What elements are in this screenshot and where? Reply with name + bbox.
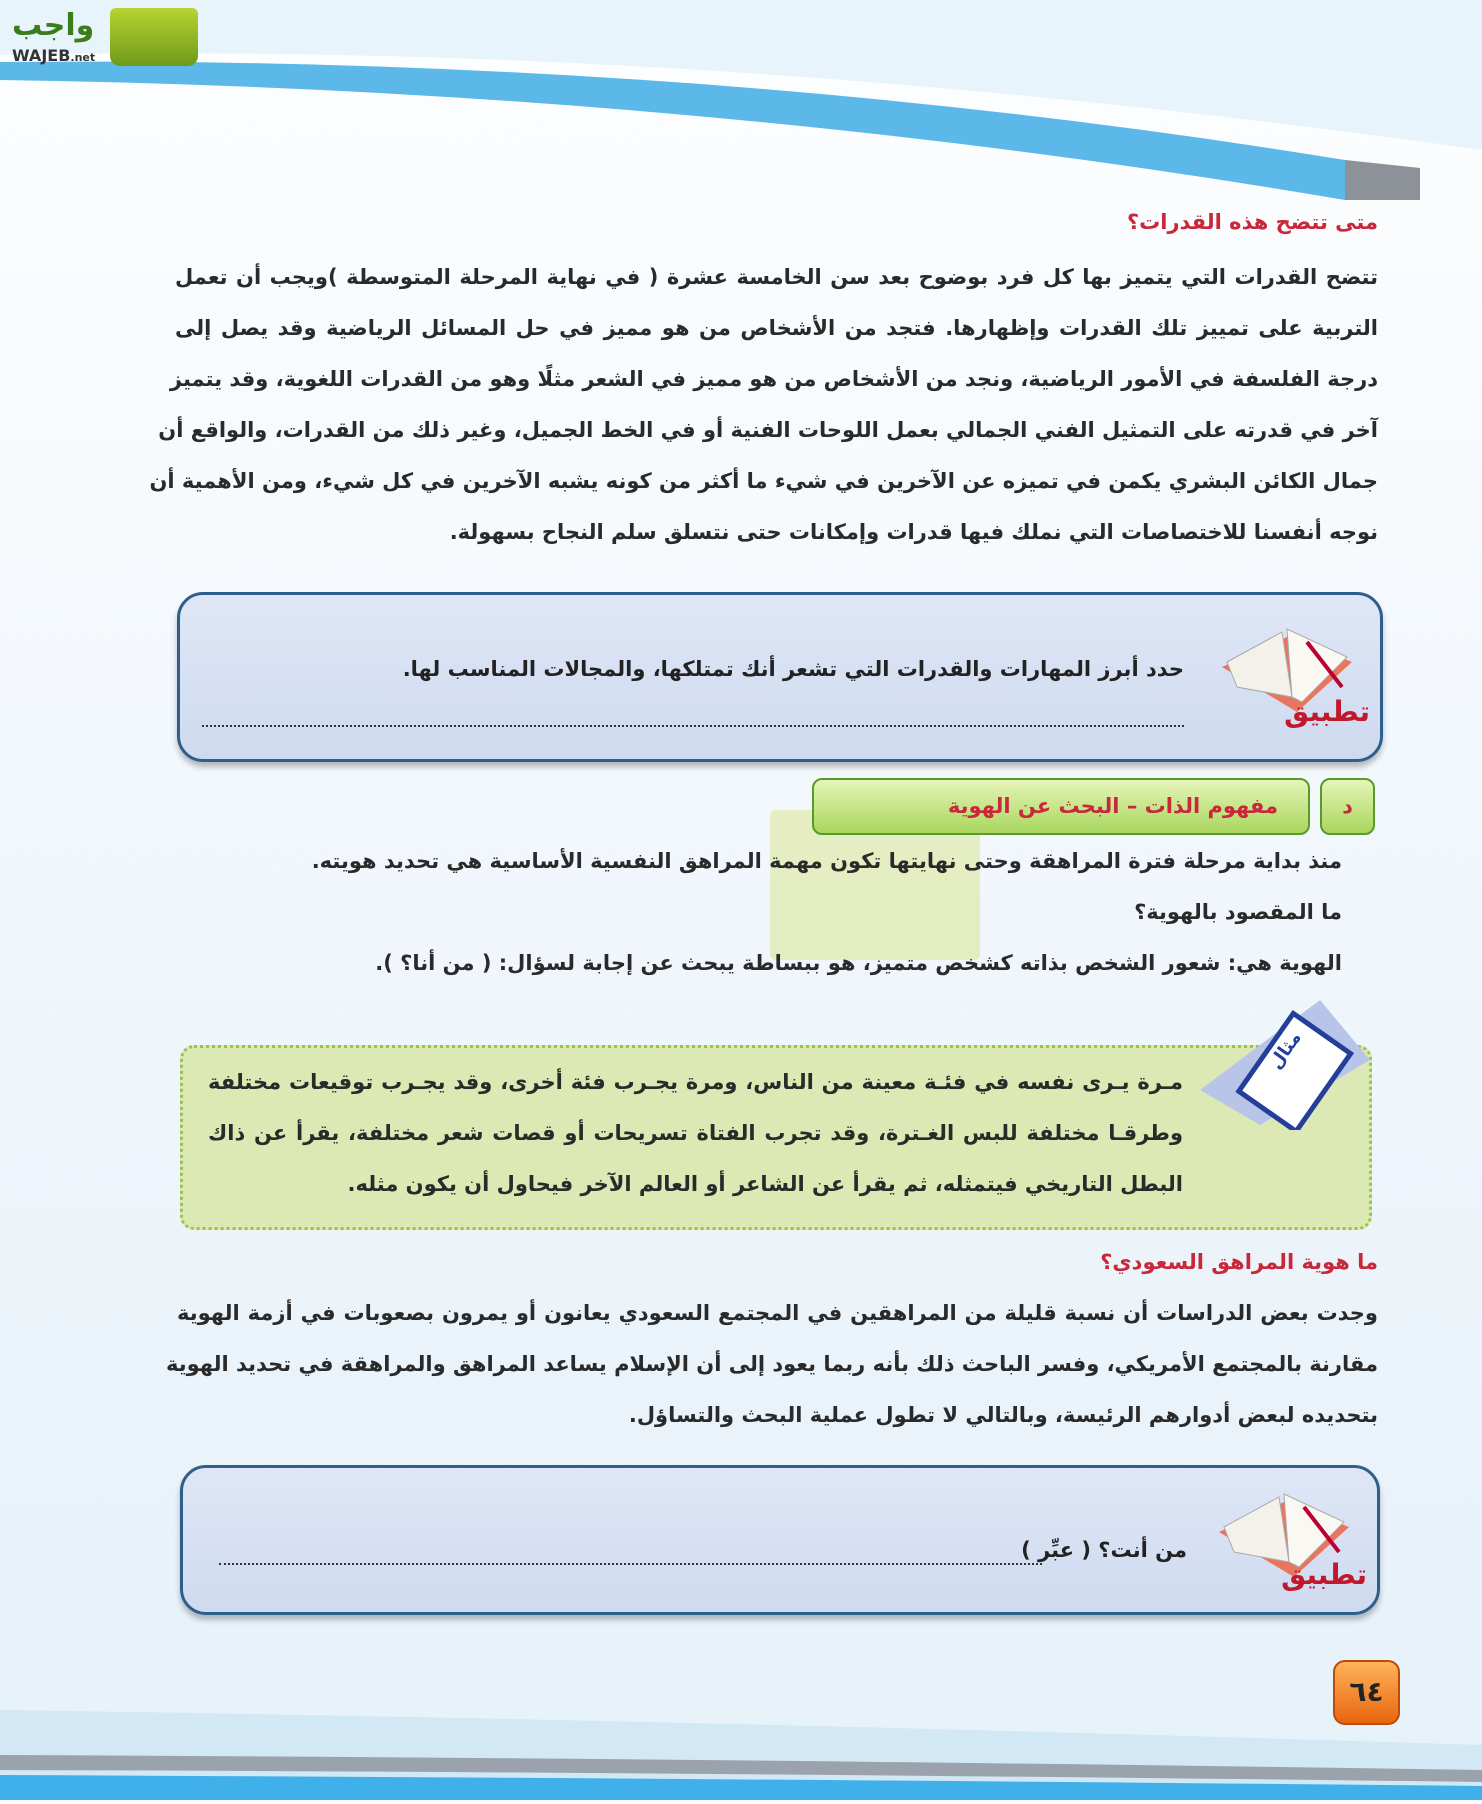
header-decoration	[0, 0, 1482, 200]
section-letter: د	[1320, 778, 1375, 835]
application-label: تطبيق	[1281, 1558, 1367, 1591]
section-heading-abilities: متى تتضح هذه القدرات؟	[1126, 210, 1378, 234]
application-prompt: حدد أبرز المهارات والقدرات التي تشعر أنك تمتلكها، والمجالات المناسب لها.	[402, 657, 1184, 681]
paragraph-line: بتحديده لبعض أدوارهم الرئيسة، وبالتالي لا تطول عملية البحث والتساؤل.	[628, 1403, 1378, 1427]
paragraph-line: وجدت بعض الدراسات أن نسبة قليلة من المراهقين في المجتمع السعودي يعانون أو يمرون بصعوبات في أزمة الهوية	[177, 1301, 1378, 1325]
example-text	[208, 1057, 1183, 1210]
paragraph-line: مقارنة بالمجتمع الأمريكي، وفسر الباحث ذلك بأنه ربما يعود إلى أن الإسلام يساعد المراهق والمراهقة في تحديد الهوية	[165, 1352, 1378, 1376]
logo-suffix: .net	[70, 51, 96, 64]
clipboard-icon	[1200, 1000, 1370, 1130]
example-label: مثال	[1265, 1027, 1306, 1074]
application-box-1	[177, 592, 1383, 762]
paragraph-line: درجة الفلسفة في الأمور الرياضية، ونجد من الأشخاص من هو مميز في الشعر مثلًا وهو من القدرات اللغوية، وقد يتميز	[169, 367, 1378, 391]
example-line: وطرقـا مختلفة للبس الغـترة، وقد تجرب الفتاة تسريحات أو قصات شعر مختلفة، يقرأ عن ذاك	[208, 1121, 1183, 1145]
application-prompt: من أنت؟ ( عبِّر )	[1021, 1538, 1187, 1562]
book-icon	[110, 8, 198, 66]
paragraph-line: نوجه أنفسنا للاختصاصات التي نملك فيها قدرات وإمكانات حتى نتسلق سلم النجاح بسهولة.	[449, 520, 1378, 544]
page-number: ٦٤	[1333, 1660, 1400, 1725]
paragraph-identity	[312, 836, 1342, 989]
section-title-bar: مفهوم الذات – البحث عن الهوية	[812, 778, 1310, 835]
logo-latin: WAJEB	[12, 46, 71, 65]
paragraph-line: التربية على تمييز تلك القدرات وإظهارها. فتجد من الأشخاص من هو مميز في حل المسائل الرياضية وقد يصل إلى	[175, 316, 1378, 340]
paragraph-saudi	[165, 1288, 1378, 1441]
wajeb-logo	[10, 8, 190, 68]
paragraph-line: ما المقصود بالهوية؟	[1134, 900, 1342, 924]
example-line: مـرة يـرى نفسه في فئـة معينة من الناس، ومرة يجـرب فئة أخرى، وقد يجـرب توقيعات مختلفة	[208, 1070, 1183, 1094]
example-line: البطل التاريخي فيتمثله، ثم يقرأ عن الشاعر أو العالم الآخر فيحاول أن يكون مثله.	[347, 1172, 1183, 1196]
header-band	[0, 0, 1482, 200]
paragraph-line: آخر في قدرته على التمثيل الفني الجمالي بعمل اللوحات الفنية أو في الخط الجميل، وغير ذلك من القدرات، والواقع أن	[158, 418, 1378, 442]
paragraph-abilities	[149, 252, 1378, 558]
paragraph-line: منذ بداية مرحلة فترة المراهقة وحتى نهايتها تكون مهمة المراهق النفسية الأساسية هي تحديد هويته.	[311, 849, 1342, 873]
paragraph-line: تتضح القدرات التي يتميز بها كل فرد بوضوح بعد سن الخامسة عشرة ( في نهاية المرحلة المتوسطة )ويجب أن تعمل	[175, 265, 1378, 289]
paragraph-line: جمال الكائن البشري يكمن في تميزه عن الآخرين في شيء ما أكثر من كونه يشبه الآخرين في كل شيء، ومن الأهمية أن	[149, 469, 1378, 493]
section-heading-saudi: ما هوية المراهق السعودي؟	[1100, 1250, 1378, 1274]
answer-line[interactable]	[202, 725, 1184, 727]
application-label: تطبيق	[1284, 695, 1370, 728]
paragraph-line: الهوية هي: شعور الشخص بذاته كشخص متميز، هو ببساطة يبحث عن إجابة لسؤال: ( من أنا؟ ).	[375, 951, 1342, 975]
application-box-2	[180, 1465, 1380, 1615]
footer-band	[0, 1690, 1482, 1800]
logo-arabic: واجب	[12, 8, 95, 43]
answer-line[interactable]	[219, 1563, 1042, 1565]
